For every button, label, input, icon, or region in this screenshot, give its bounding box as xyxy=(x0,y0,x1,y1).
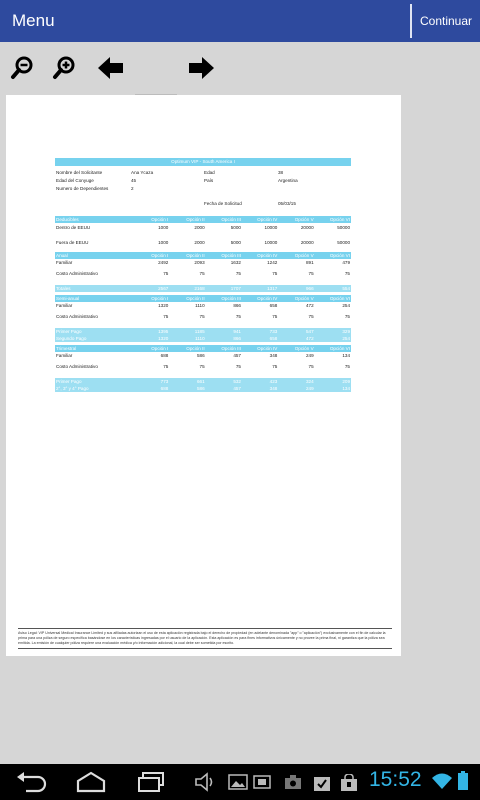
table-cell: 773 xyxy=(133,378,169,385)
table-row xyxy=(55,259,351,269)
other-payments-row xyxy=(55,385,351,392)
table-cell: 254 xyxy=(315,335,351,342)
table-row xyxy=(55,269,351,285)
header-cell: Opción III xyxy=(206,345,242,352)
table-cell: 1000 xyxy=(158,225,169,230)
table-cell: 75 xyxy=(235,271,241,276)
pdf-page[interactable] xyxy=(6,95,401,656)
table-cell: 75 xyxy=(199,271,205,276)
row-label: Dentro de EEUU xyxy=(56,225,91,230)
row-label: Costo Administrativo xyxy=(56,364,98,369)
table-cell: 75 xyxy=(199,364,205,369)
row-label: Fuera de EEUU xyxy=(56,240,89,245)
row-label: Costo Administrativo xyxy=(56,314,98,319)
zoom-out-button[interactable] xyxy=(6,53,38,83)
table-cell: 1000 xyxy=(158,240,169,245)
table-cell: 2093 xyxy=(194,260,205,265)
camera-icon xyxy=(284,774,302,790)
header-cell: Opción IV xyxy=(242,252,278,259)
table-cell: 329 xyxy=(315,328,351,335)
request-date-value: 05/03/15 xyxy=(278,201,296,206)
table-cell: 532 xyxy=(206,378,242,385)
table-cell: 75 xyxy=(344,364,350,369)
header-cell: Opción I xyxy=(133,252,169,259)
header-cell: Opción III xyxy=(206,295,242,302)
table-cell: 134 xyxy=(342,353,350,358)
legal-disclaimer: Aviso Legal: VIP Universal Medical Insurance Limited y sus afiliadas autorizan el uso de esta aplicación registrada bajo el derecho de propiedad (en adelante denominada "app" o "aplicación") exclusivamente con el fin de calcular la prima para una póliza de seguro específica basándose en los características ingresadas por el usuario de la aplicación. Esta aplicación es para fines informativos únicamente y no provee la prima final, ni garantiza que la póliza sea emitida. La emisión de cualquier póliza requiere una evaluación médica y/o información adicional, la cual debe ser sometida por escrito. xyxy=(18,628,392,649)
table-cell: 20000 xyxy=(300,225,314,230)
table-cell: 75 xyxy=(272,314,278,319)
table-cell: 1110 xyxy=(169,335,205,342)
table-cell: 10000 xyxy=(264,240,278,245)
table-cell: 2000 xyxy=(194,225,205,230)
header-cell: Opción VI xyxy=(315,295,351,302)
table-cell: 2000 xyxy=(194,240,205,245)
table-cell: 75 xyxy=(308,271,314,276)
first-payment-row xyxy=(55,328,351,335)
download-done-icon xyxy=(313,774,331,792)
table-cell: 891 xyxy=(305,260,314,265)
table-cell: 5000 xyxy=(230,240,241,245)
table-row xyxy=(55,302,351,312)
header-cell: Trimestral xyxy=(55,345,133,352)
table-row xyxy=(55,223,351,239)
row-label: Familiar xyxy=(56,353,73,358)
spouse-age-value: 45 xyxy=(131,178,137,183)
country-value: Argentina xyxy=(278,178,298,183)
table-row xyxy=(55,312,351,328)
table-cell: 866 xyxy=(233,303,241,308)
table-cell: 586 xyxy=(196,353,205,358)
table-cell: 75 xyxy=(235,364,241,369)
table-cell: 547 xyxy=(278,328,314,335)
header-cell: Opción V xyxy=(278,252,314,259)
header-cell: Opción II xyxy=(169,295,205,302)
table-row xyxy=(55,352,351,362)
back-icon[interactable] xyxy=(14,771,48,793)
screenshot-icon xyxy=(252,774,272,790)
table-cell: 20000 xyxy=(300,240,314,245)
table-cell: 457 xyxy=(206,385,242,392)
table-cell: 50000 xyxy=(337,240,350,245)
row-label: Costo Administrativo xyxy=(56,271,98,276)
table-cell: 75 xyxy=(272,271,278,276)
table-header-row xyxy=(55,252,351,259)
table-cell: 941 xyxy=(206,328,242,335)
table-cell: 348 xyxy=(242,385,278,392)
table-cell: 75 xyxy=(163,364,169,369)
applicant-name-value: Ana Ycaza xyxy=(131,170,154,175)
table-cell: 249 xyxy=(305,353,314,358)
header-cell: Opción IV xyxy=(242,345,278,352)
table-cell: 324 xyxy=(278,378,314,385)
table-cell: 1320 xyxy=(158,303,169,308)
table-cell: 688 xyxy=(133,385,169,392)
applicant-info xyxy=(55,168,351,216)
table-cell: 5000 xyxy=(230,225,241,230)
row-label: Primer Pago xyxy=(55,378,133,385)
header-cell: Opción I xyxy=(133,295,169,302)
row-label: Familiar xyxy=(56,303,73,308)
table-cell: 2567 xyxy=(133,285,169,292)
applicant-name-label: Nombre del Solicitante xyxy=(56,170,103,175)
header-cell: Opción II xyxy=(169,252,205,259)
table-cell: 75 xyxy=(308,364,314,369)
first-payment-row xyxy=(55,378,351,385)
header-cell: Opción VI xyxy=(315,345,351,352)
zoom-in-button[interactable] xyxy=(48,53,80,83)
table-header-row xyxy=(55,345,351,352)
country-label: País xyxy=(204,178,214,183)
header-cell: Opción V xyxy=(278,295,314,302)
wifi-icon xyxy=(431,772,453,790)
semiannual-table xyxy=(55,295,351,345)
header-cell: Deducibles xyxy=(55,216,133,223)
header-cell: Opción II xyxy=(169,345,205,352)
table-cell: 1185 xyxy=(169,328,205,335)
dependents-value: 2 xyxy=(131,186,134,191)
quarterly-table xyxy=(55,345,351,392)
header-cell: Anual xyxy=(55,252,133,259)
table-cell: 75 xyxy=(163,314,169,319)
table-row xyxy=(55,362,351,378)
home-icon[interactable] xyxy=(74,771,108,793)
table-cell: 457 xyxy=(233,353,241,358)
table-cell: 1707 xyxy=(206,285,242,292)
status-clock: 15:52 xyxy=(369,768,422,791)
table-cell: 1632 xyxy=(230,260,241,265)
table-cell: 658 xyxy=(242,335,278,342)
gallery-icon xyxy=(228,774,248,790)
annual-table xyxy=(55,252,351,295)
previous-page-button[interactable] xyxy=(95,53,127,83)
table-cell: 75 xyxy=(344,314,350,319)
pdf-toolbar xyxy=(0,42,480,94)
zoom-in-icon xyxy=(51,55,77,81)
table-header-row xyxy=(55,295,351,302)
table-cell: 1395 xyxy=(133,328,169,335)
table-cell: 75 xyxy=(344,271,350,276)
table-cell: 658 xyxy=(269,303,278,308)
continue-button[interactable]: Continuar xyxy=(419,14,473,28)
table-cell: 966 xyxy=(278,285,314,292)
row-label: 2°, 3° y 4° Pago xyxy=(55,385,133,392)
header-cell: Opción I xyxy=(133,216,169,223)
dependents-label: Numero de Dependientes xyxy=(56,186,109,191)
row-label: Segundo Pago xyxy=(55,335,133,342)
spouse-age-label: Edad del Conyuge xyxy=(56,178,94,183)
table-cell: 1110 xyxy=(195,303,205,308)
next-page-button[interactable] xyxy=(185,53,217,83)
table-cell: 348 xyxy=(269,353,278,358)
age-value: 38 xyxy=(278,170,284,175)
age-label: Edad xyxy=(204,170,215,175)
header-cell: Opción V xyxy=(278,216,314,223)
header-cell: Opción I xyxy=(133,345,169,352)
table-cell: 733 xyxy=(242,328,278,335)
zoom-out-icon xyxy=(9,55,35,81)
row-label: Totales xyxy=(55,285,133,292)
total-row xyxy=(55,285,351,292)
table-cell: 1320 xyxy=(133,335,169,342)
store-bag-icon xyxy=(340,774,358,792)
table-cell: 1242 xyxy=(267,260,278,265)
table-cell: 10000 xyxy=(264,225,278,230)
arrow-right-icon xyxy=(187,56,215,80)
table-cell: 479 xyxy=(342,260,350,265)
header-cell: Opción II xyxy=(169,216,205,223)
table-cell: 472 xyxy=(278,335,314,342)
header-cell: Opción IV xyxy=(242,216,278,223)
header-cell: Opción VI xyxy=(315,216,351,223)
row-label: Familiar xyxy=(56,260,73,265)
row-label: Primer Pago xyxy=(55,328,133,335)
table-cell: 423 xyxy=(242,378,278,385)
header-cell: Opción VI xyxy=(315,252,351,259)
quote-report xyxy=(55,158,351,392)
table-cell: 554 xyxy=(315,285,351,292)
deductibles-table xyxy=(55,216,351,252)
system-bar xyxy=(0,764,480,800)
table-cell: 249 xyxy=(278,385,314,392)
table-cell: 75 xyxy=(308,314,314,319)
header-cell: Opción III xyxy=(206,252,242,259)
header-cell: Opción V xyxy=(278,345,314,352)
table-row xyxy=(55,239,351,249)
arrow-left-icon xyxy=(97,56,125,80)
header-cell: Semi-anual xyxy=(55,295,133,302)
second-payment-row xyxy=(55,335,351,342)
recent-apps-icon[interactable] xyxy=(136,771,166,793)
table-cell: 688 xyxy=(160,353,169,358)
table-cell: 75 xyxy=(163,271,169,276)
table-cell: 2168 xyxy=(169,285,205,292)
table-cell: 472 xyxy=(305,303,314,308)
report-title: Optimum VIP - South America I xyxy=(55,158,351,166)
table-cell: 661 xyxy=(169,378,205,385)
request-date-label: Fecha de Solicitud xyxy=(204,201,242,206)
table-cell: 586 xyxy=(169,385,205,392)
table-cell: 209 xyxy=(315,378,351,385)
table-cell: 50000 xyxy=(337,225,350,230)
table-cell: 254 xyxy=(342,303,350,308)
battery-icon xyxy=(457,771,469,791)
table-cell: 75 xyxy=(272,364,278,369)
table-cell: 75 xyxy=(235,314,241,319)
table-cell: 866 xyxy=(206,335,242,342)
app-bar-title: Menu xyxy=(12,11,55,30)
table-header-row xyxy=(55,216,351,223)
volume-icon[interactable] xyxy=(193,771,217,793)
app-bar xyxy=(0,0,480,42)
header-cell: Opción III xyxy=(206,216,242,223)
header-cell: Opción IV xyxy=(242,295,278,302)
table-cell: 75 xyxy=(199,314,205,319)
table-cell: 134 xyxy=(315,385,351,392)
table-cell: 1317 xyxy=(242,285,278,292)
table-cell: 2492 xyxy=(158,260,169,265)
